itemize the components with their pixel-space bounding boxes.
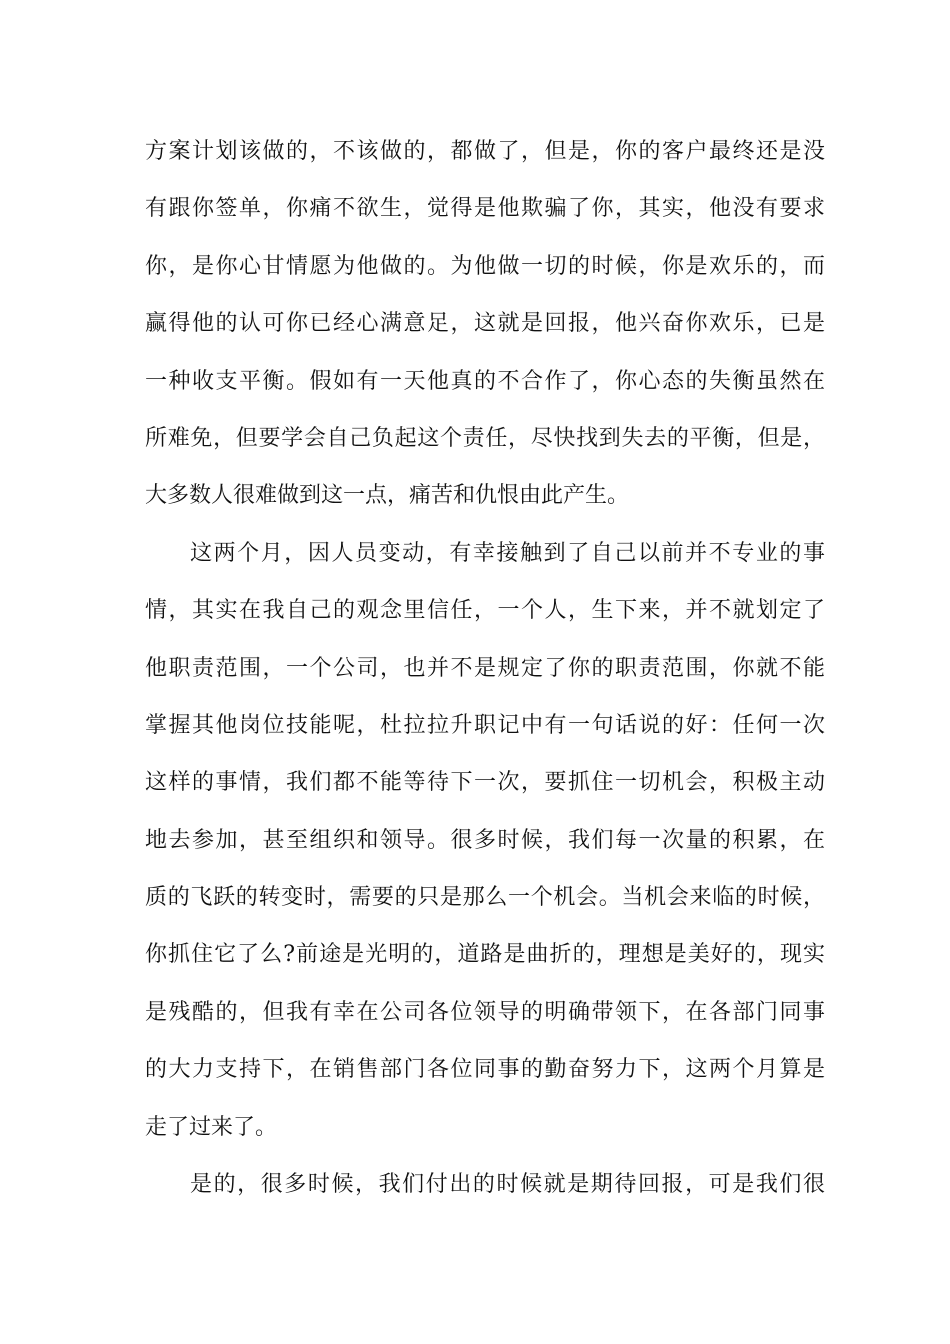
text-line: 一种收支平衡。假如有一天他真的不合作了，你心态的失衡虽然在 [145,368,825,394]
text-line: 所难免，但要学会自己负起这个责任，尽快找到失去的平衡，但是， [145,425,825,451]
text-line: 情，其实在我自己的观念里信任，一个人，生下来，并不就划定了 [145,598,825,624]
text-line: 是残酷的，但我有幸在公司各位领导的明确带领下，在各部门同事 [145,999,825,1025]
text-line: 是的，很多时候，我们付出的时候就是期待回报，可是我们很 [190,1172,825,1198]
text-line: 走了过来了。 [145,1114,278,1140]
text-line: 这两个月，因人员变动，有幸接触到了自己以前并不专业的事 [190,540,825,566]
document-body [145,123,825,1213]
text-line: 有跟你签单，你痛不欲生，觉得是他欺骗了你，其实，他没有要求 [145,196,825,222]
text-line: 大多数人很难做到这一点，痛苦和仇恨由此产生。 [145,483,630,509]
text-line: 这样的事情，我们都不能等待下一次，要抓住一切机会，积极主动 [145,770,825,796]
paragraph [145,1156,825,1213]
text-line: 你，是你心甘情愿为他做的。为他做一切的时候，你是欢乐的，而 [145,253,825,279]
paragraph [145,123,825,525]
paragraph [145,525,825,1156]
text-line: 他职责范围，一个公司，也并不是规定了你的职责范围，你就不能 [145,655,825,681]
text-line: 质的飞跃的转变时，需要的只是那么一个机会。当机会来临的时候， [145,885,825,911]
text-line: 掌握其他岗位技能呢，杜拉拉升职记中有一句话说的好：任何一次 [145,712,825,738]
text-line: 你抓住它了么?前途是光明的，道路是曲折的，理想是美好的，现实 [145,942,825,968]
text-line: 的大力支持下，在销售部门各位同事的勤奋努力下，这两个月算是 [145,1057,825,1083]
text-line: 方案计划该做的，不该做的，都做了，但是，你的客户最终还是没 [145,139,825,164]
text-line: 地去参加，甚至组织和领导。很多时候，我们每一次量的积累，在 [145,827,825,853]
text-line: 赢得他的认可你已经心满意足，这就是回报，他兴奋你欢乐，已是 [145,311,825,337]
